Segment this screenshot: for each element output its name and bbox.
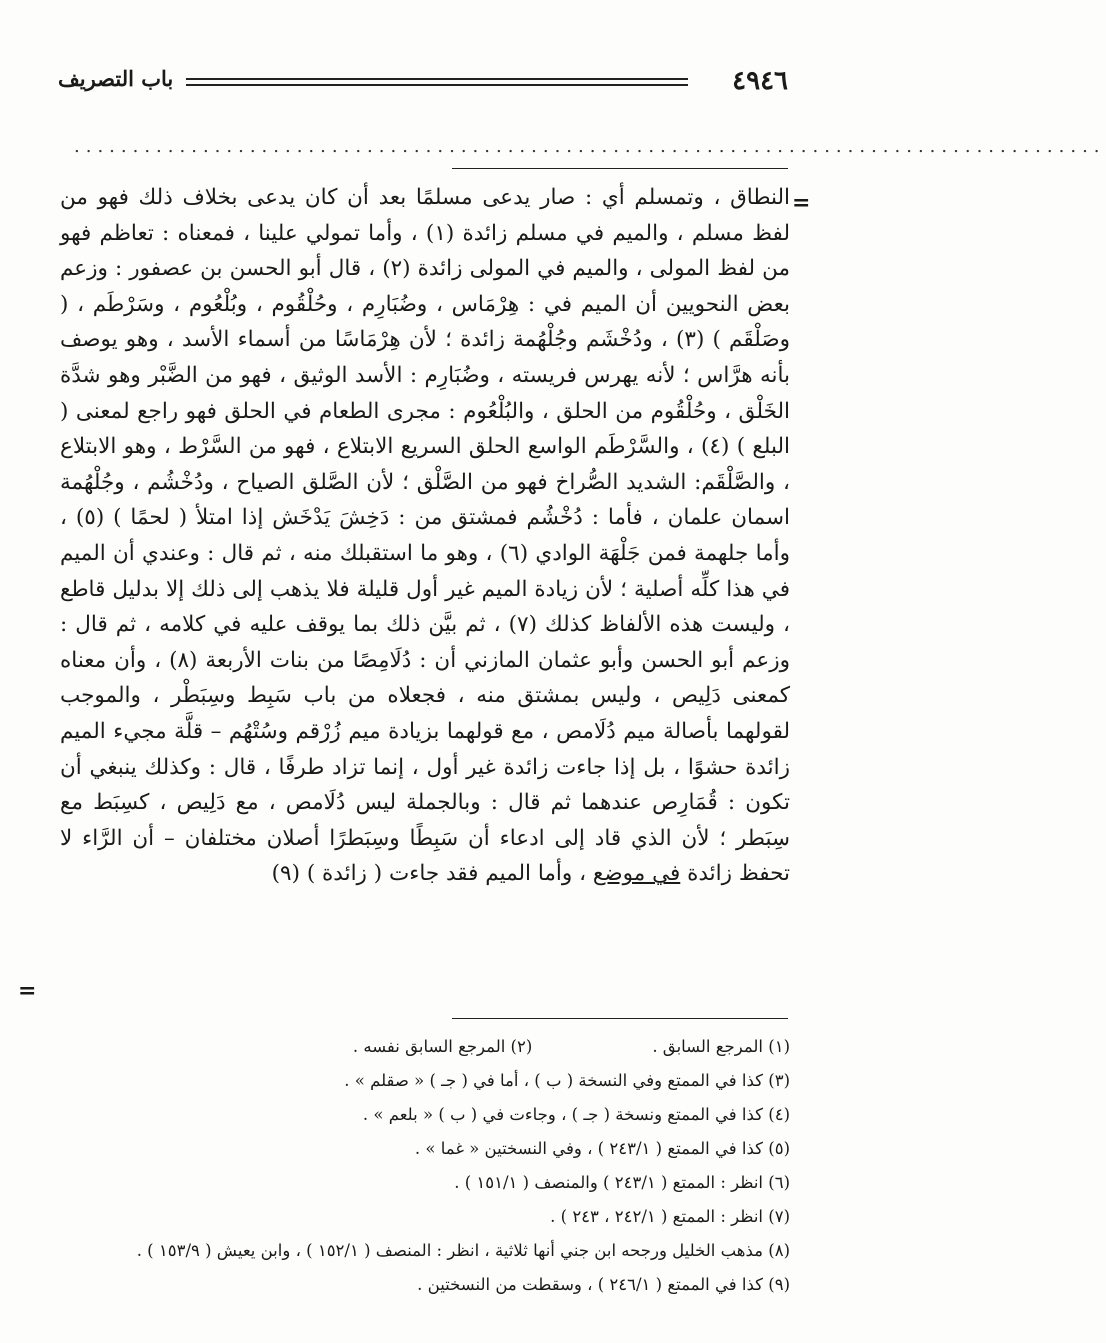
footnote-3: (٣) كذا في الممتع وفي النسخة ( ب ) ، أما في ( جـ ) « صقلم » . xyxy=(344,1071,790,1090)
footnote-6: (٦) انظر : الممتع ( ٢٤٣/١ ) والمنصف ( ١٥١/١ ) . xyxy=(454,1173,790,1192)
footnotes xyxy=(60,1030,790,1302)
body-text: النطاق ، وتمسلم أي : صار يدعى مسلمًا بعد أن كان يدعى بخلاف ذلك فهو من لفظ مسلم ، والميم في مسلم زائدة (١) ، وأما تمولي علينا ، فمعناه : تعاظم فهو من لفظ المولى ، والميم في المولى زائدة (٢) ، قال أبو الحسن بن عصفور : وزعم بعض النحويين أن الميم في : هِرْمَاس ، وضُبَارِم ، وحُلْقُوم ، وبُلْعُوم ، وسَرْطَم ، ( وصَلْقَم ) (٣) ، ودُخْشَم وجُلْهُمة زائدة ؛ لأن هِرْمَاسًا من أسماء الأسد ، وهو يوصف بأنه هرَّاس ؛ لأنه يهرس فريسته ، وضُبَارِم : الأسد الوثيق ، فهو من الضَّبْر وهو شدَّة الخَلْق ، وحُلْقُوم من الحلق ، والبُلْعُوم : مجرى الطعام في الحلق فهو راجع لمعنى ( البلع ) (٤) ، والسَّرْطَم الواسع الحلق السريع الابتلاع ، فهو من السَّرْط ، وهو الابتلاع ، والصَّلْقَم: الشديد الصُّراخ فهو من الصَّلْق ؛ لأن الصَّلق الصياح ، ودُخْشُم ، وجُلْهُمة اسمان علمان ، فأما : دُخْشُم فمشتق من : دَخِشَ يَدْخَش إذا امتلأ ( لحمًا ) (٥) ، وأما جلهمة فمن جَلْهَة الوادي (٦) ، وهو ما استقبلك منه ، ثم قال : وعندي أن الميم في هذا كلِّه أصلية ؛ لأن زيادة الميم غير أول قليلة فلا يذهب إلى ذلك إلا بدليل قاطع ، وليست هذه الألفاظ كذلك (٧) ، ثم بيَّن ذلك بما يوقف عليه في كلامه ، ثم قال : وزعم أبو الحسن وأبو عثمان المازني أن : دُلَامِصًا من بنات الأربعة (٨) ، وأن معناه كمعنى دَلِيص ، وليس بمشتق منه ، فجعلاه من باب سَبِط وسِبَطْر ، والموجب لقولهما بأصالة ميم دُلَامص ، مع قولهما بزيادة ميم زُرْقم وسُتْهُم – قلَّة مجيء الميم زائدة حشوًا ، بل إذا جاءت زائدة غير أول ، إنما تزاد طرفًا ، قال : وكذلك ينبغي أن تكون : قُمَارِص عندهما ثم قال : وبالجملة ليس دُلَامص ، مع دَلِيص ، كسِبَط مع سِبَطر ؛ لأن الذي قاد إلى ادعاء أن سَبِطًا وسِبَطرًا أصلان مختلفان – أن الرَّاء لا تحفظ زائدة xyxy=(60,185,791,887)
dotted-separator: ........................................................................................ xyxy=(74,136,1106,157)
footnote-7: (٧) انظر : الممتع ( ٢٤٢/١ ، ٢٤٣ ) . xyxy=(550,1207,790,1226)
underlined-text: في موضع xyxy=(592,861,681,887)
page-number: ٤٩٤٦ xyxy=(732,66,788,96)
footnote-4: (٤) كذا في الممتع ونسخة ( جـ ) ، وجاءت في ( ب ) « بلعم » . xyxy=(362,1105,790,1124)
footnote-8: (٨) مذهب الخليل ورجحه ابن جني أنها ثلاثية ، انظر : المنصف ( ١٥٢/١ ) ، وابن يعيش ( ١٥٣/٩ ) . xyxy=(136,1241,790,1260)
body-text-tail: ، وأما الميم فقد جاءت ( زائدة ) (٩) xyxy=(271,861,587,887)
chapter-title: باب التصريف xyxy=(58,66,174,91)
header-double-rule xyxy=(186,78,688,86)
footnote-row xyxy=(60,1030,790,1064)
footnote-rule xyxy=(452,1018,788,1019)
footnote-5: (٥) كذا في الممتع ( ٢٤٣/١ ) ، وفي النسختين « غما » . xyxy=(414,1139,790,1158)
page-header xyxy=(58,66,788,102)
top-rule xyxy=(452,168,788,169)
continuation-marker-start: = xyxy=(792,190,811,216)
footnote-2: (٢) المرجع السابق نفسه . xyxy=(352,1037,533,1056)
main-text xyxy=(60,180,790,892)
continuation-marker-end: = xyxy=(18,978,37,1004)
main-paragraph xyxy=(60,180,790,892)
footnote-9: (٩) كذا في الممتع ( ٢٤٦/١ ) ، وسقطت من النسختين . xyxy=(417,1275,790,1294)
footnote-1: (١) المرجع السابق . xyxy=(652,1037,790,1056)
